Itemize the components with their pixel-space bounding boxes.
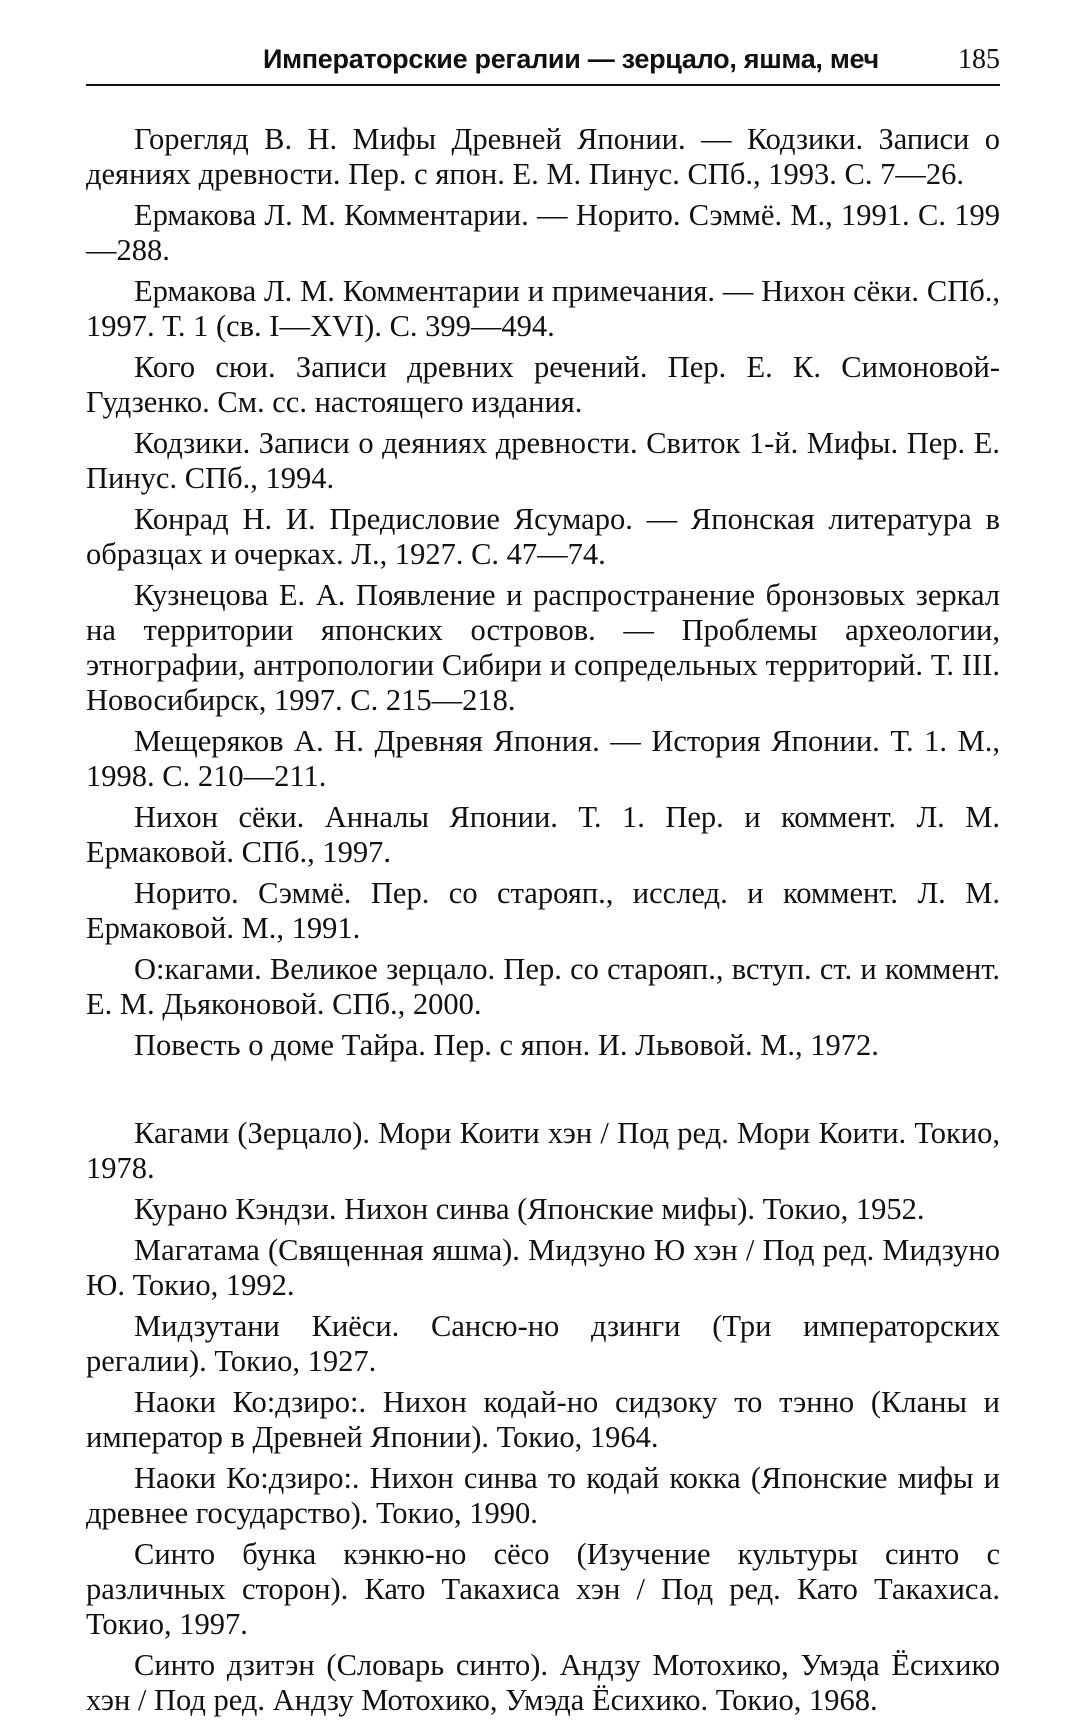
bibliography-russian bbox=[86, 122, 1000, 1063]
page-number: 185 bbox=[958, 44, 1000, 75]
reference-entry: Повесть о доме Тайра. Пер. с япон. И. Львовой. М., 1972. bbox=[134, 1028, 879, 1062]
section-spacer bbox=[86, 1069, 1000, 1116]
reference-entry: Мещеряков А. Н. Древняя Япония. — История Японии. Т. 1. М., 1998. С. 210—211. bbox=[86, 724, 1000, 793]
reference-entry: Кузнецова Е. А. Появление и распространение бронзовых зеркал на территории японских островов. — Проблемы археологии, этнографии, антропологии Сибири и сопредельных территорий. Т. III. Новосибирск, 1997. С. 215—218. bbox=[86, 578, 1000, 717]
reference-entry: Синто бунка кэнкю-но сёсо (Изучение культуры синто с различных сторон). Като Такахиса хэн / Под ред. Като Такахиса. Токио, 1997. bbox=[86, 1537, 1000, 1641]
reference-entry: О:кагами. Великое зерцало. Пер. со старояп., вступ. ст. и коммент. Е. М. Дьяконовой. СПб., 2000. bbox=[86, 952, 1000, 1021]
reference-entry: Нихон сёки. Анналы Японии. Т. 1. Пер. и коммент. Л. М. Ермаковой. СПб., 1997. bbox=[86, 800, 1000, 869]
reference-entry: Синто дзитэн (Словарь синто). Андзу Мотохико, Умэда Ёсихико хэн / Под ред. Андзу Мотохико, Умэда Ёсихико. Токио, 1968. bbox=[86, 1648, 1000, 1717]
running-header bbox=[86, 40, 1000, 86]
reference-entry: Магатама (Священная яшма). Мидзуно Ю хэн / Под ред. Мидзуно Ю. Токио, 1992. bbox=[86, 1233, 1000, 1302]
reference-entry: Кого сюи. Записи древних речений. Пер. Е. К. Симоновой-Гудзенко. См. сс. настоящего издания. bbox=[86, 350, 1000, 419]
reference-entry: Ермакова Л. М. Комментарии. — Норито. Сэммё. М., 1991. С. 199—288. bbox=[86, 198, 1000, 267]
reference-entry: Наоки Ко:дзиро:. Нихон кодай-но сидзоку то тэнно (Кланы и император в Древней Японии). Токио, 1964. bbox=[86, 1385, 1000, 1454]
reference-entry: Курано Кэндзи. Нихон синва (Японские мифы). Токио, 1952. bbox=[134, 1192, 925, 1226]
reference-entry: Мидзутани Киёси. Сансю-но дзинги (Три императорских регалии). Токио, 1927. bbox=[86, 1309, 1000, 1378]
reference-entry: Норито. Сэммё. Пер. со старояп., исслед. и коммент. Л. М. Ермаковой. М., 1991. bbox=[86, 876, 1000, 945]
reference-entry: Конрад Н. И. Предисловие Ясумаро. — Японская литература в образцах и очерках. Л., 1927. С. 47—74. bbox=[86, 502, 1000, 571]
document-page bbox=[86, 40, 1000, 1724]
reference-entry: Наоки Ко:дзиро:. Нихон синва то кодай кокка (Японские мифы и древнее государство). Токио, 1990. bbox=[86, 1461, 1000, 1530]
reference-entry: Горегляд В. Н. Мифы Древней Японии. — Кодзики. Записи о деяниях древности. Пер. с япон. Е. М. Пинус. СПб., 1993. С. 7—26. bbox=[86, 122, 1000, 191]
reference-entry: Кодзики. Записи о деяниях древности. Свиток 1-й. Мифы. Пер. Е. Пинус. СПб., 1994. bbox=[86, 426, 1000, 495]
reference-entry: Ермакова Л. М. Комментарии и примечания. — Нихон сёки. СПб., 1997. Т. 1 (св. I—XVI). С. 399—494. bbox=[86, 274, 1000, 343]
reference-entry: Кагами (Зерцало). Мори Коити хэн / Под ред. Мори Коити. Токио, 1978. bbox=[86, 1116, 1000, 1185]
bibliography-japanese bbox=[86, 1116, 1000, 1718]
running-title: Императорские регалии — зерцало, яшма, меч bbox=[263, 44, 879, 74]
